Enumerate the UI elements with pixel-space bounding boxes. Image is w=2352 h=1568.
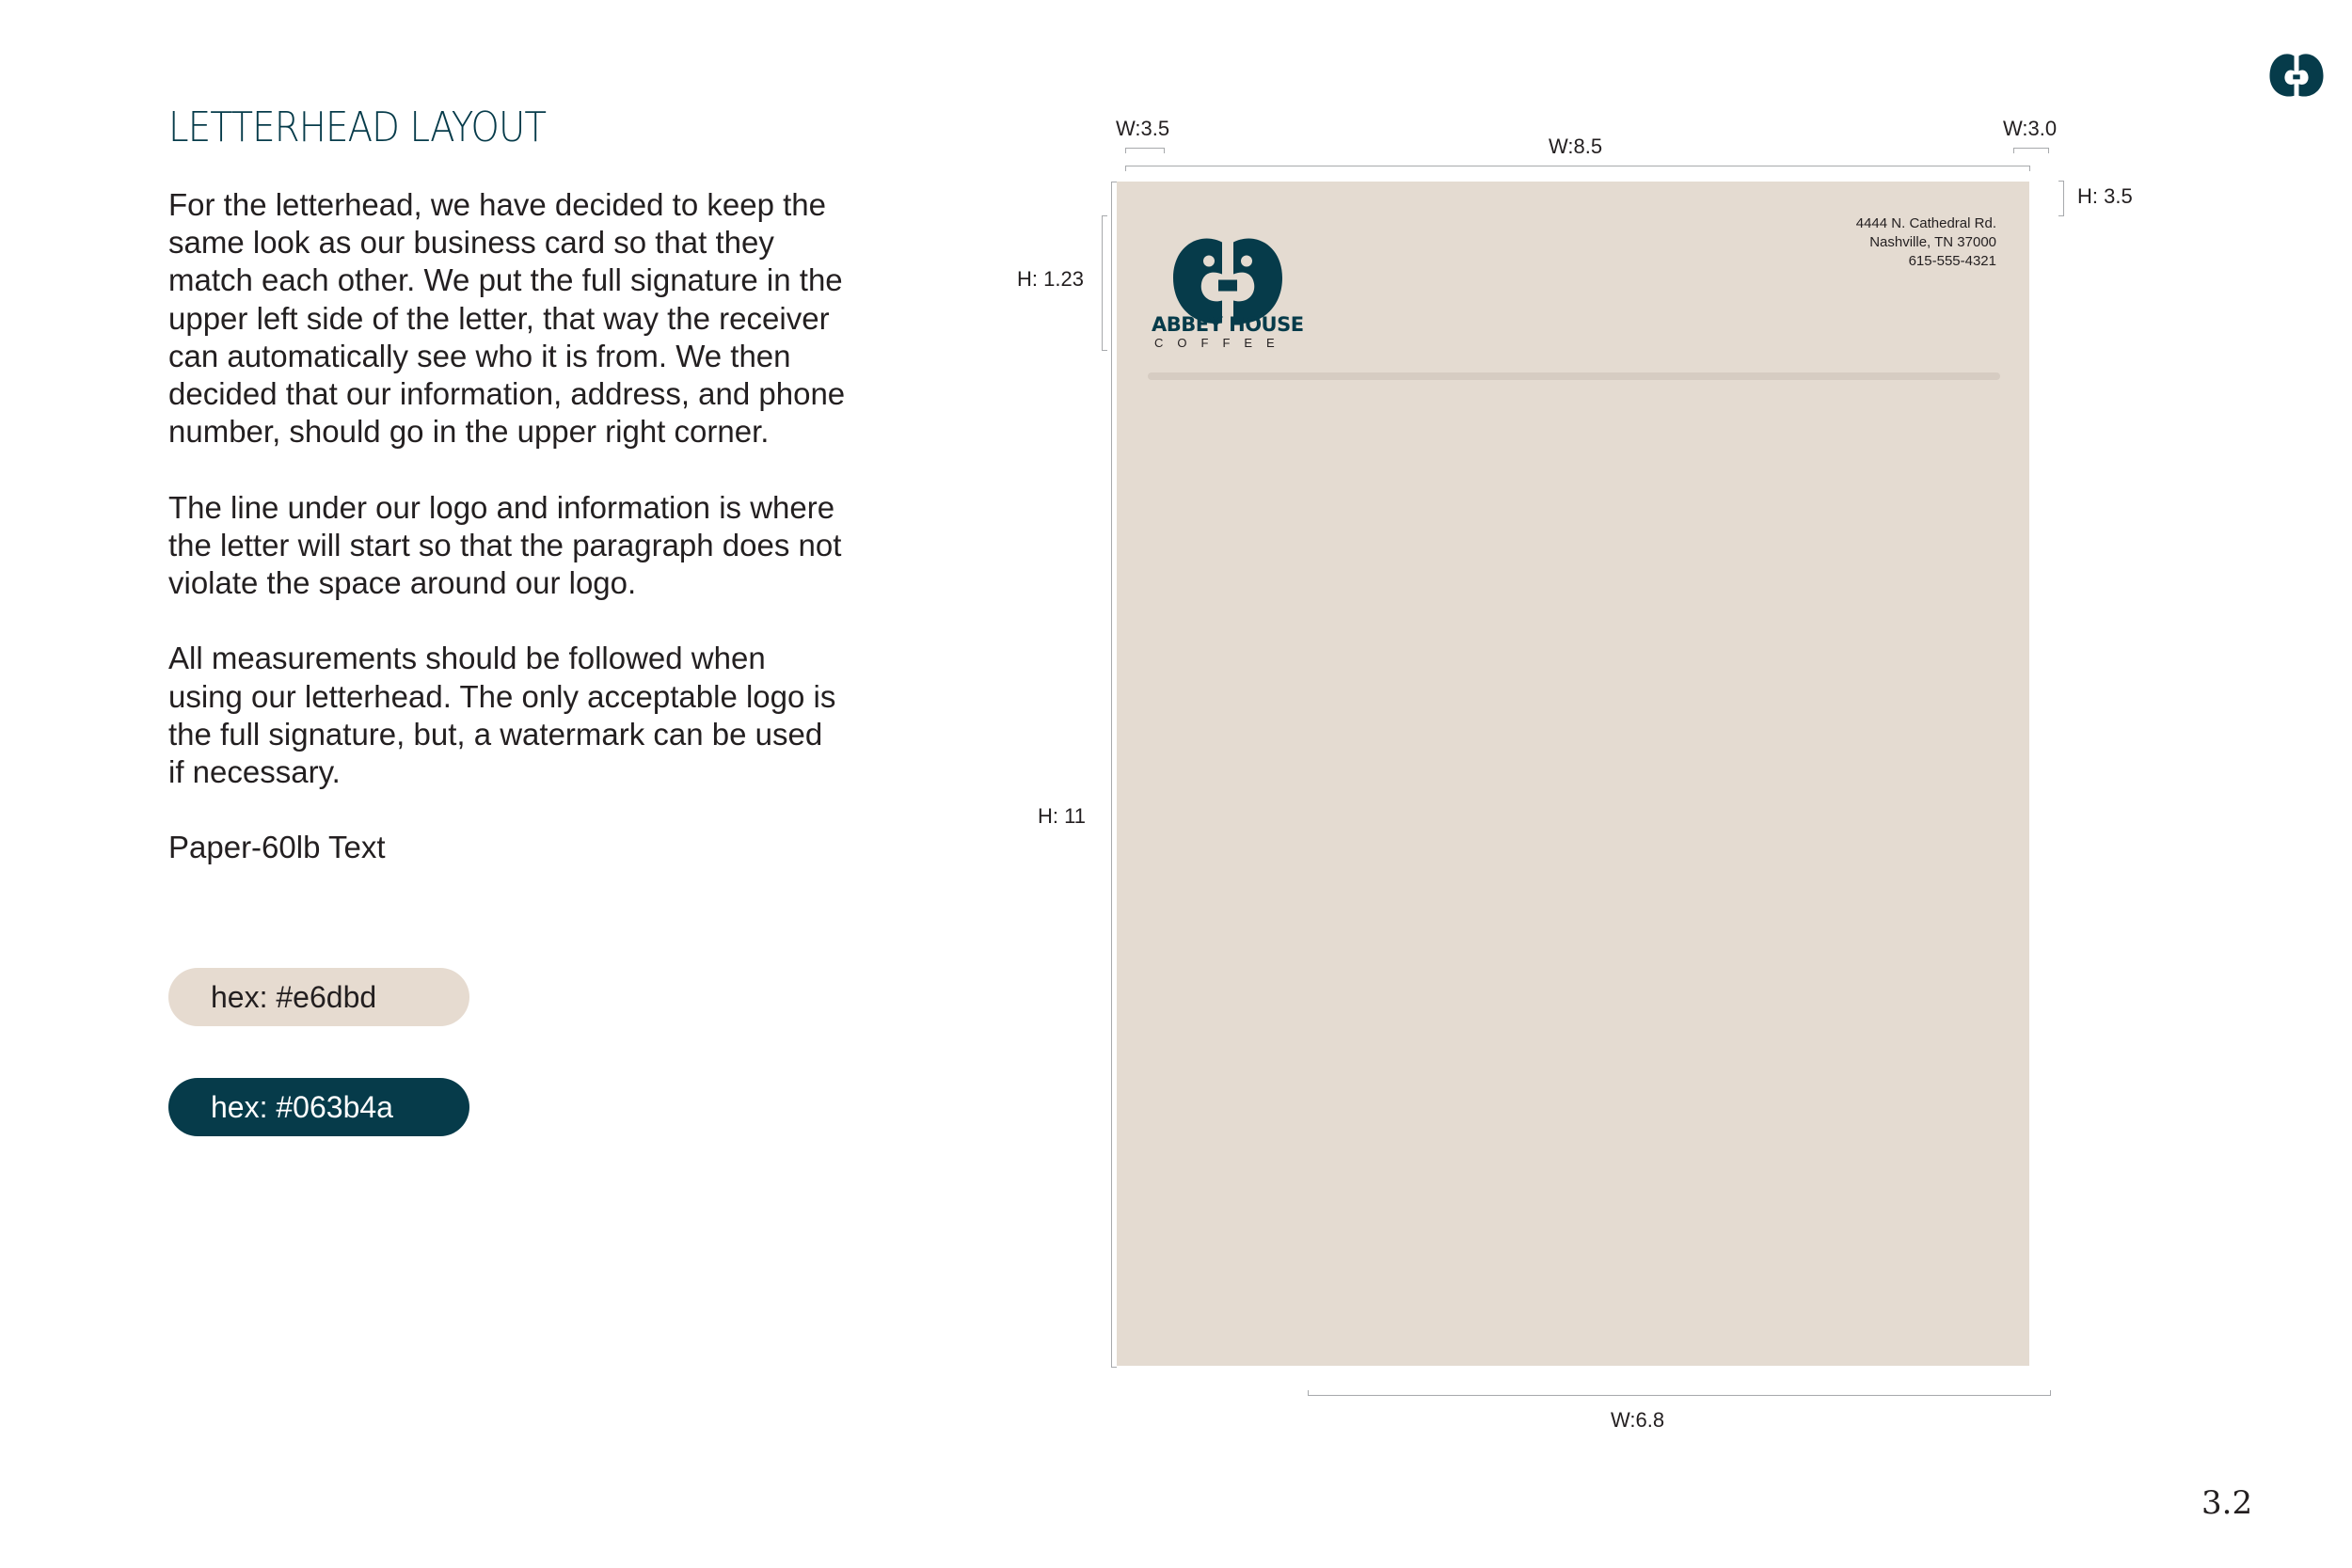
dim-width-bottom: W:6.8 [1611, 1408, 1665, 1432]
dim-bracket-right-margin [2013, 148, 2049, 153]
description-paragraph: For the letterhead, we have decided to keep the same look as our business card so that they match each other. We put the full signature in the upper left side of the letter, that way the receiver can automatically see who it is from. We then decided that our information, address, and phone number, should go in the upper right corner. [168, 187, 846, 450]
letter-start-line [1148, 372, 2000, 380]
paper-spec: Paper-60lb Text [168, 830, 386, 865]
description-paragraph: All measurements should be followed when using our letterhead. The only acceptable logo is the full signature, but, a watermark can be used if necessary. [168, 641, 836, 790]
dim-bracket-logo-height [1102, 215, 1107, 351]
corner-monogram-icon [2267, 49, 2326, 102]
address-line-1: 4444 N. Cathedral Rd. [1855, 215, 1996, 231]
dim-height-total: H: 11 [1038, 804, 1086, 828]
dim-height-logo: H: 1.23 [1017, 267, 1084, 291]
dim-height-top-margin: H: 3.5 [2077, 184, 2133, 208]
brand-subline: COFFEE [1154, 336, 1289, 350]
address-line-2: Nashville, TN 37000 [1869, 234, 1996, 250]
letterhead-sheet [1117, 182, 2029, 1366]
dim-bracket-width-bottom [1308, 1390, 2051, 1396]
dim-bracket-top-margin [2058, 181, 2064, 216]
description-paragraph: The line under our logo and information is where the letter will start so that the paragraph does not violate the space around our logo. [168, 489, 842, 601]
dim-bracket-left-margin [1125, 148, 1165, 153]
page-title: LETTERHEAD LAYOUT [168, 103, 547, 151]
phone-number: 615-555-4321 [1908, 253, 1996, 269]
color-swatch-dark: hex: #063b4a [168, 1078, 469, 1136]
brand-wordmark: ABBEY HOUSE [1152, 313, 1304, 336]
color-swatch-light: hex: #e6dbd [168, 968, 469, 1026]
dim-width-left-margin: W:3.5 [1116, 117, 1170, 140]
description-text [168, 186, 846, 905]
letterhead-contact-block [1856, 214, 1996, 271]
dim-width-right-margin: W:3.0 [2003, 117, 2058, 140]
page-number: 3.2 [2201, 1484, 2253, 1522]
dim-bracket-width-total [1125, 166, 2030, 171]
dim-width-total: W:8.5 [1549, 135, 1603, 158]
